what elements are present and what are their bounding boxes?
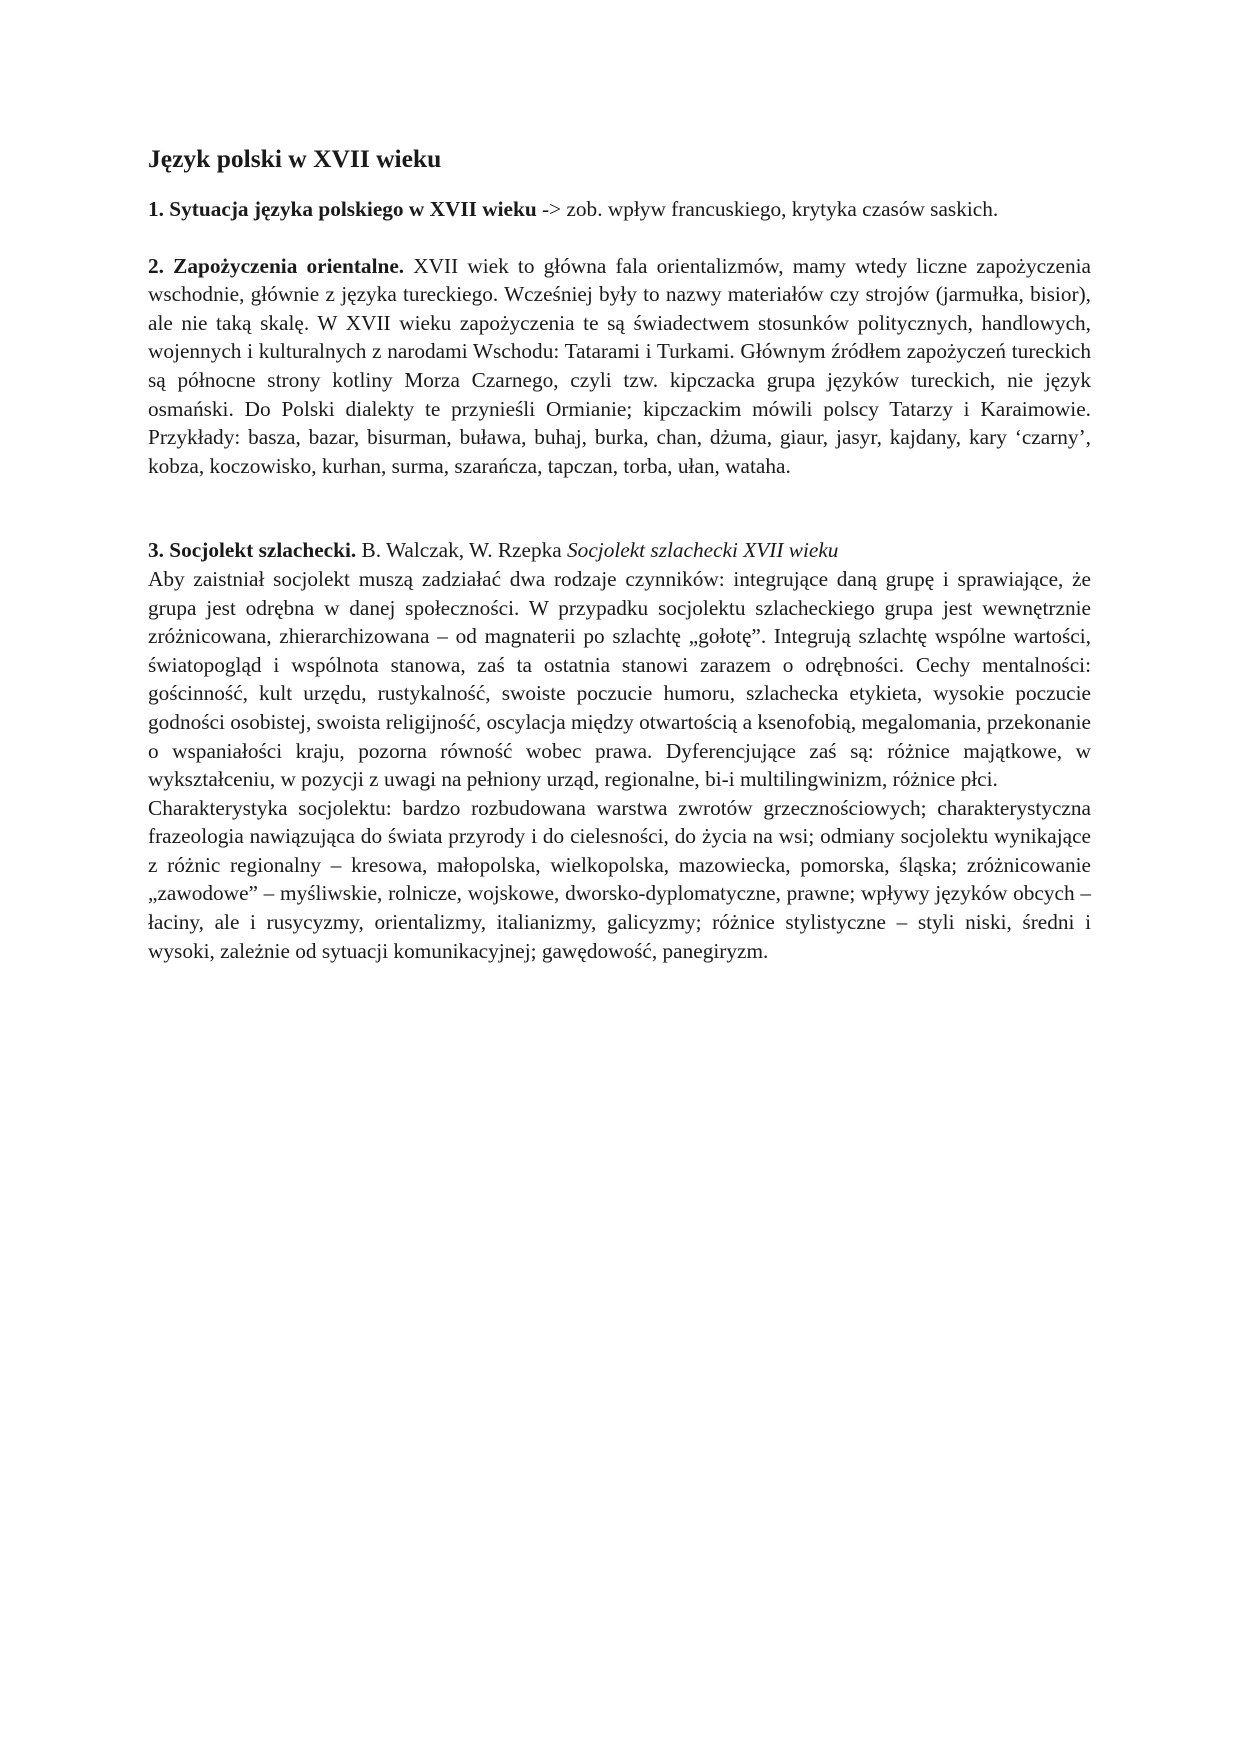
section-3-source-title: Socjolekt szlachecki XVII wieku: [567, 538, 839, 563]
section-3-heading: 3. Socjolekt szlachecki.: [148, 538, 357, 563]
section-3-paragraph-1: Aby zaistniał socjolekt muszą zadziałać dwa rodzaje czynników: integrujące daną grupę i sprawiające, że grupa jest odrębna w danej społeczności. W przypadku socjolektu szlacheckiego grupa jest wewnętrznie zróżnicowana, zhierarchizowana – od magnaterii po szlachtę „gołotę”. Integrują szlachtę wspólne wartości, światopogląd i wspólnota stanowa, zaś ta ostatnia stanowi zarazem o odrębności. Cechy mentalności: gościnność, kult urzędu, rustykalność, swoiste poczucie humoru, szlachecka etykieta, wysokie poczucie godności osobistej, swoista religijność, oscylacja między otwartością a ksenofobią, megalomania, przekonanie o wspaniałości kraju, pozorna równość wobec prawa. Dyferencjujące zaś są: różnice majątkowe, w wykształceniu, w pozycji z uwagi na pełniony urząd, regionalne, bi-i multilingwinizm, różnice płci.: [148, 566, 1091, 792]
section-2-paragraph: [148, 252, 1091, 481]
section-2-text: XVII wiek to główna fala orientalizmów, mamy wtedy liczne zapożyczenia wschodnie, głównie z języka tureckiego. Wcześniej były to nazwy materiałów czy strojów (jarmułka, bisior), ale nie taką skalę. W XVII wieku zapożyczenia te są świadectwem stosunków politycznych, handlowych, wojennych i kulturalnych z narodami Wschodu: Tatarami i Turkami. Głównym źródłem zapożyczeń tureckich są północne strony kotliny Morza Czarnego, czyli tzw. kipczacka grupa języków tureckich, nie język osmański. Do Polski dialekty te przynieśli Ormianie; kipczackim mówili polscy Tatarzy i Karaimowie. Przykłady: basza, bazar, bisurman, buława, buhaj, burka, chan, dżuma, giaur, jasyr, kajdany, kary ‘czarny’, kobza, koczowisko, kurhan, surma, szarańcza, tapczan, torba, ułan, wataha.: [148, 253, 1091, 478]
document-body: [148, 143, 1091, 965]
section-1-heading: 1. Sytuacja języka polskiego w XVII wieku: [148, 197, 537, 221]
section-1-paragraph: [148, 195, 1091, 224]
section-3-paragraph-2: Charakterystyka socjolektu: bardzo rozbudowana warstwa zwrotów grzecznościowych; charakterystyczna frazeologia nawiązująca do świata przyrody i do cielesności, do życia na wsi; odmiany socjolektu wynikające z różnic regionalny – kresowa, małopolska, wielkopolska, mazowiecka, pomorska, śląska; zróżnicowanie „zawodowe” – myśliwskie, rolnicze, wojskowe, dworsko-dyplomatyczne, prawne; wpływy języków obcych – łaciny, ale i rusycyzmy, orientalizmy, italianizmy, galicyzmy; różnice stylistyczne – styli niski, średni i wysoki, zależnie od sytuacji komunikacyjnej; gawędowość, panegiryzm.: [148, 795, 1091, 963]
section-3-header-line: [148, 536, 1091, 565]
section-2-heading: 2. Zapożyczenia orientalne.: [148, 253, 405, 278]
section-1-text: -> zob. wpływ francuskiego, krytyka czasów saskich.: [536, 197, 999, 221]
document-title: Język polski w XVII wieku: [148, 144, 442, 173]
section-3-authors: B. Walczak, W. Rzepka: [356, 538, 568, 563]
